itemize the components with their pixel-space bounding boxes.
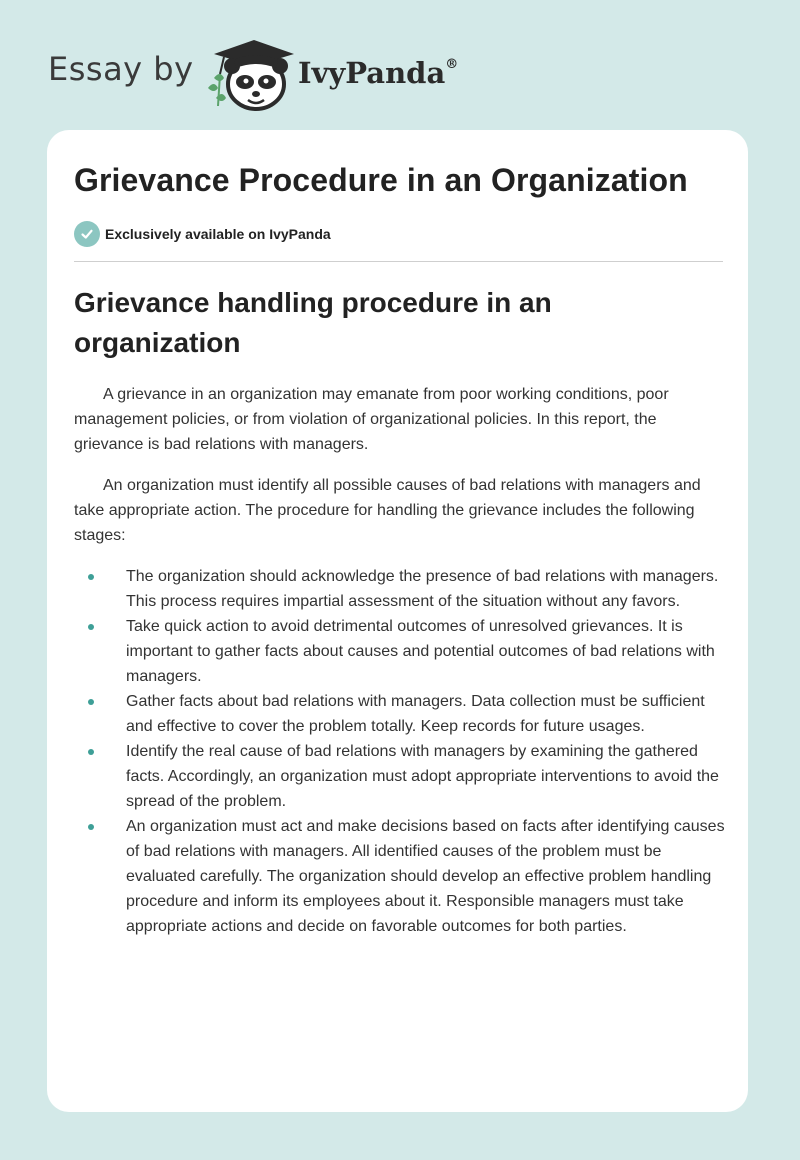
exclusive-badge	[74, 221, 331, 247]
list-item	[74, 814, 726, 939]
list-item-text: Gather facts about bad relations with managers. Data collection must be sufficient and effective to cover the problem totally. Keep records for future usages.	[126, 693, 705, 735]
bullet-icon	[88, 824, 94, 830]
list-item	[74, 564, 726, 614]
list-item-text: Identify the real cause of bad relations with managers by examining the gathered facts. Accordingly, an organization must adopt appropriate interventions to avoid the spread of the problem.	[126, 743, 719, 810]
bullet-icon	[88, 574, 94, 580]
list-item-text: The organization should acknowledge the presence of bad relations with managers. This process requires impartial assessment of the situation without any favors.	[126, 568, 719, 610]
grievance-steps-list	[74, 564, 726, 939]
bullet-icon	[88, 699, 94, 705]
exclusive-badge-text: Exclusively available on IvyPanda	[105, 226, 331, 242]
brand-name[interactable]: IvyPanda®	[298, 56, 459, 90]
list-item	[74, 689, 726, 739]
bullet-icon	[88, 624, 94, 630]
registered-mark: ®	[445, 57, 459, 73]
article-card	[47, 130, 748, 1112]
check-icon	[74, 221, 100, 247]
panda-graduation-cap-icon[interactable]	[202, 34, 298, 112]
site-header	[48, 30, 748, 110]
list-item	[74, 614, 726, 689]
bullet-icon	[88, 749, 94, 755]
divider	[74, 261, 723, 262]
paragraph: An organization must identify all possible causes of bad relations with managers and take appropriate action. The procedure for handling the grievance includes the following stages:	[74, 477, 701, 544]
section-heading: Grievance handling procedure in an organization	[74, 287, 552, 358]
list-item	[74, 739, 726, 814]
essay-by-label: Essay by	[48, 50, 194, 88]
paragraph: A grievance in an organization may emanate from poor working conditions, poor management policies, or from violation of organizational policies. In this report, the grievance is bad relations with managers.	[74, 386, 669, 453]
list-item-text: Take quick action to avoid detrimental outcomes of unresolved grievances. It is important to gather facts about causes and potential outcomes of bad relations with managers.	[126, 618, 715, 685]
article-body	[74, 382, 726, 939]
list-item-text: An organization must act and make decisions based on facts after identifying causes of bad relations with managers. All identified causes of the problem must be evaluated carefully. The organization should develop an effective problem handling procedure and inform its employees about it. Responsible managers must take appropriate actions and decide on favorable outcomes for both parties.	[126, 818, 725, 935]
page-title: Grievance Procedure in an Organization	[74, 162, 688, 198]
